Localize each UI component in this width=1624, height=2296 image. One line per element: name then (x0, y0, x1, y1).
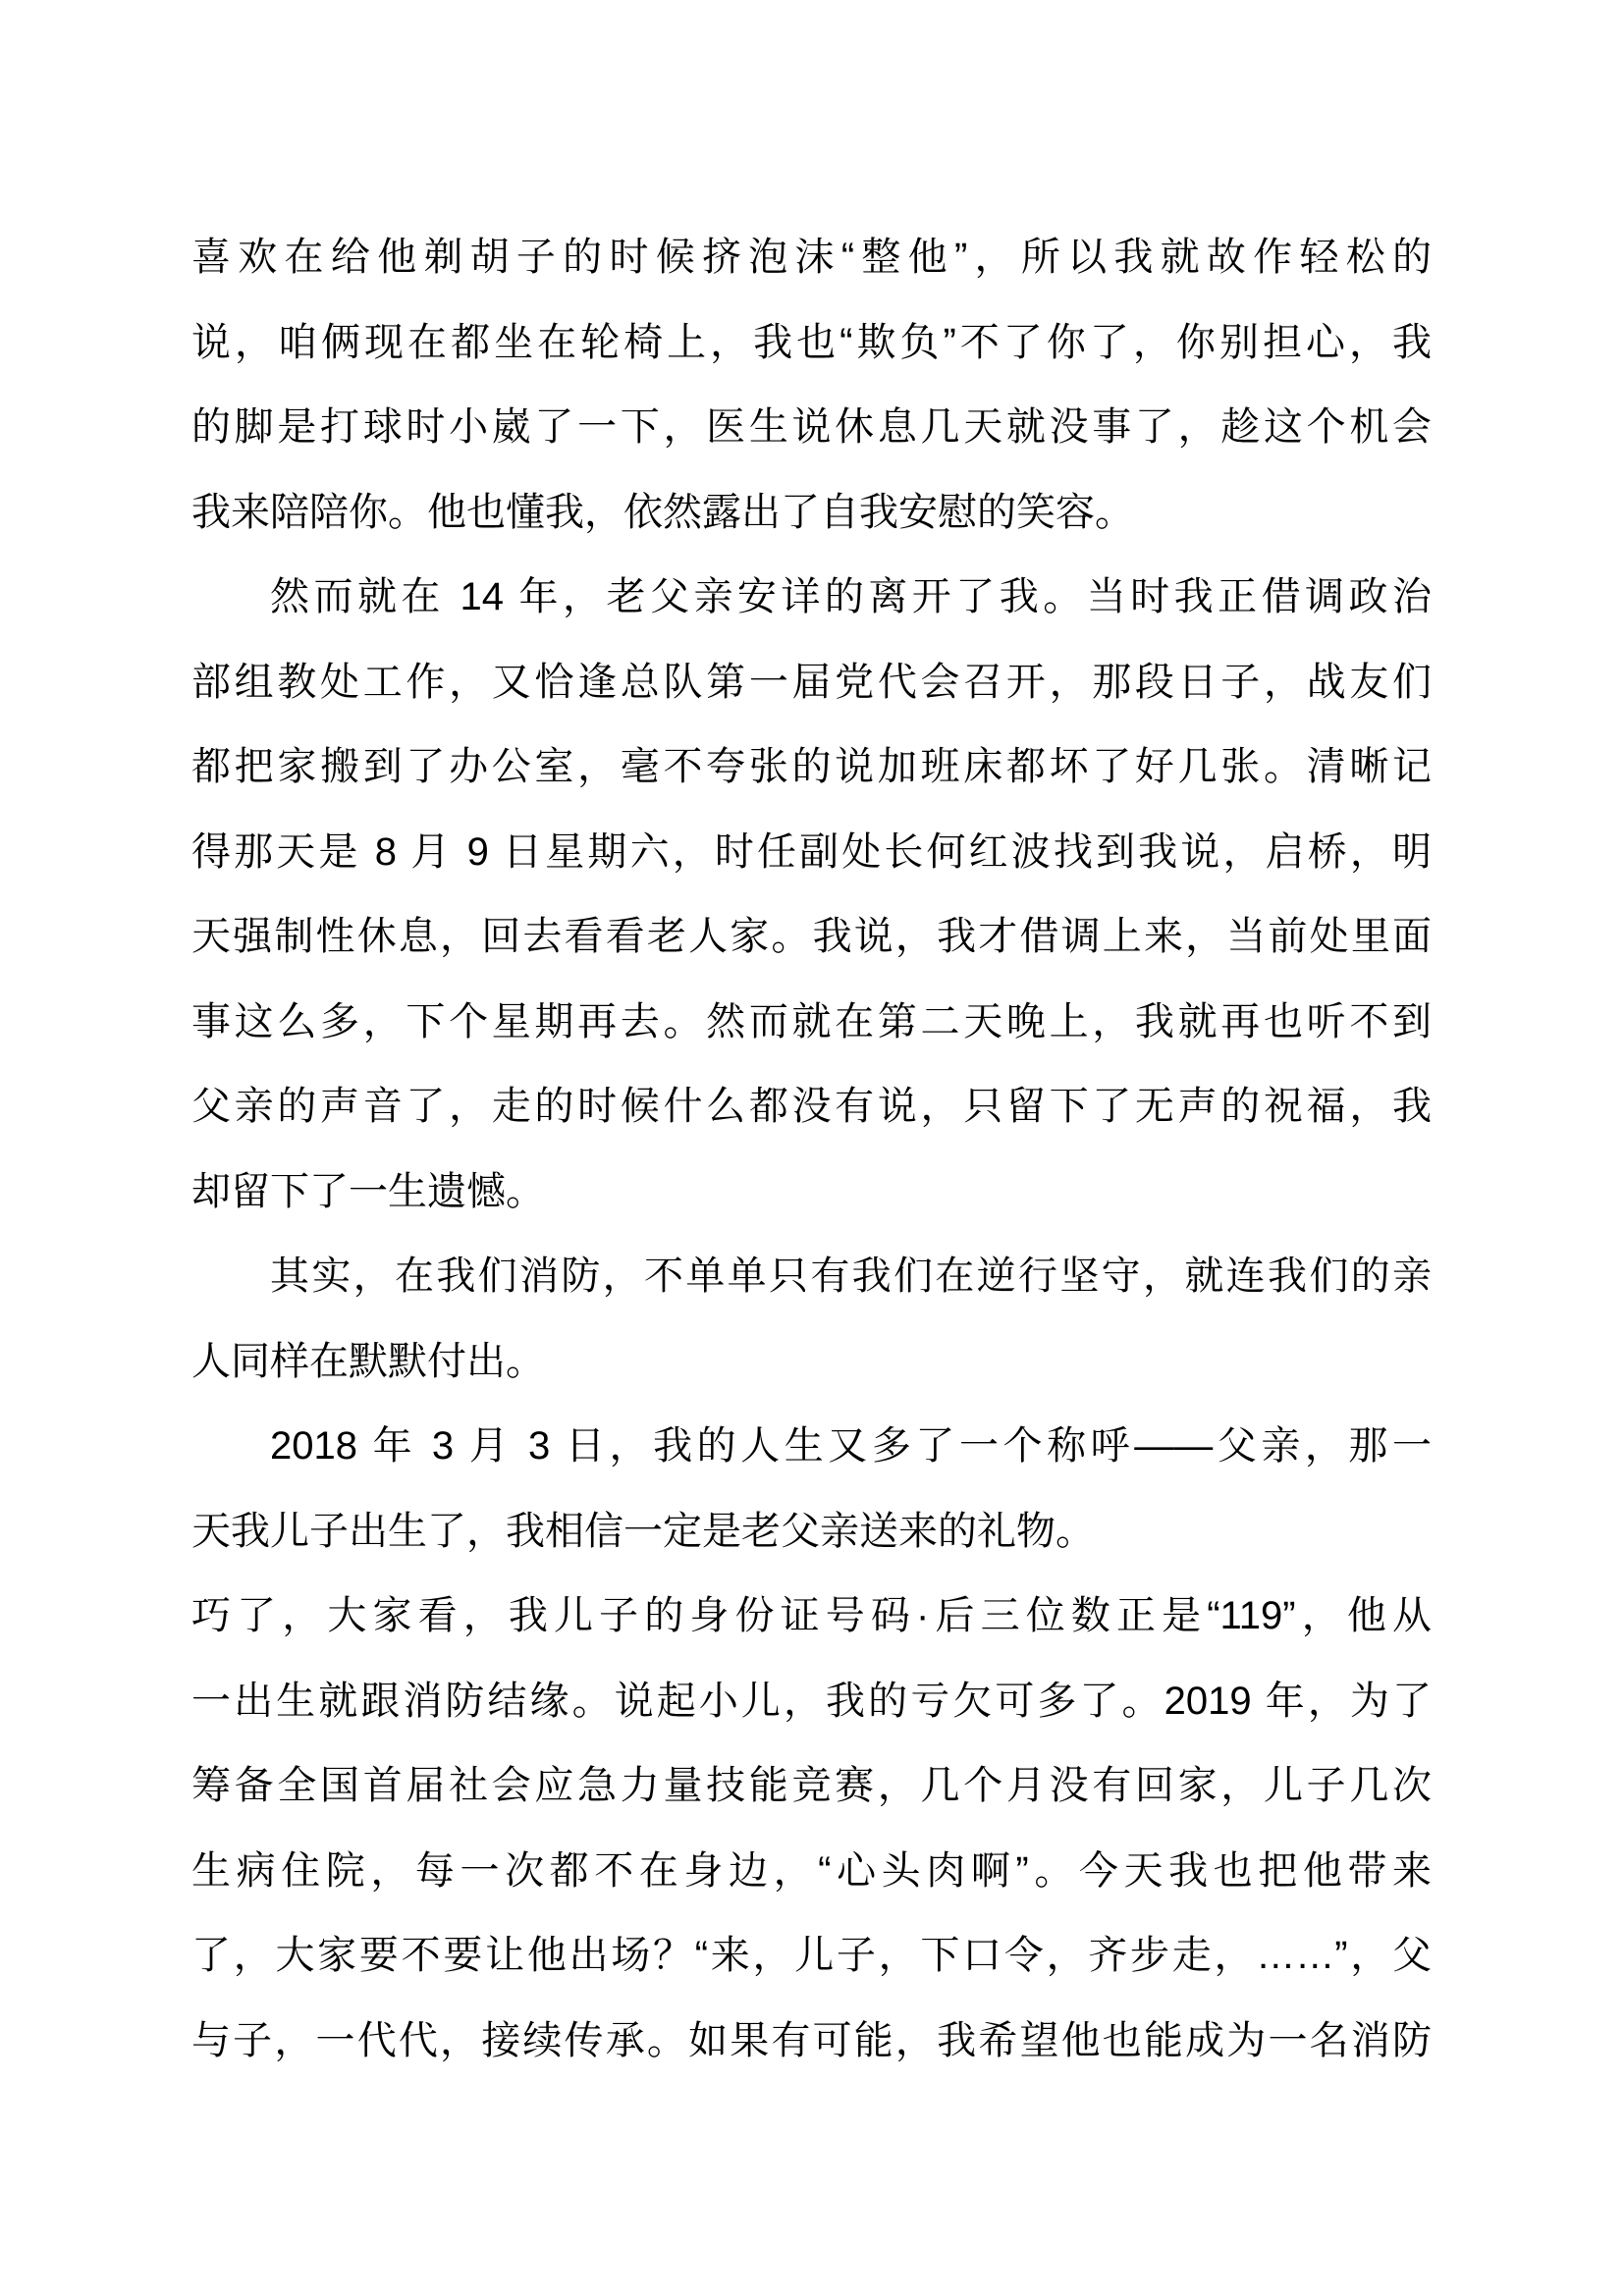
text-line: 人同样在默默付出。 (191, 1339, 545, 1383)
text-line: 喜欢在给他剃胡子的时候挤泡沫“整他”，所以我就故作轻松的 (191, 236, 1432, 279)
text-line: 然而就在 14 年，老父亲安详的离开了我。当时我正借调政治 (270, 575, 1432, 618)
text-line: 天我儿子出生了，我相信一定是老父亲送来的礼物。 (191, 1509, 1095, 1553)
paragraph (191, 215, 1432, 555)
text-line: 了，大家要不要让他出场？“来，儿子，下口令，齐步走，……”，父 (191, 1934, 1432, 1977)
text-line: 都把家搬到了办公室，毫不夸张的说加班床都坏了好几张。清晰记 (191, 745, 1432, 788)
text-line: 得那天是 8 月 9 日星期六，时任副处长何红波找到我说，启桥，明 (191, 829, 1432, 874)
text-line: 说，咱俩现在都坐在轮椅上，我也“欺负”不了你了，你别担心，我 (191, 320, 1432, 364)
text-line: 其实，在我们消防，不单单只有我们在逆行坚守，就连我们的亲 (270, 1255, 1432, 1298)
text-line: 部组教处工作，又恰逢总队第一届党代会召开，那段日子，战友们 (191, 660, 1432, 704)
paragraph (191, 555, 1432, 1234)
paragraph (191, 1574, 1432, 2083)
paragraph (191, 1234, 1432, 1404)
text-line: 天强制性休息，回去看看老人家。我说，我才借调上来，当前处里面 (191, 915, 1432, 958)
text-line: 却留下了一生遗憾。 (191, 1169, 545, 1213)
document-body (191, 215, 1432, 2083)
text-line: 一出生就跟消防结缘。说起小儿，我的亏欠可多了。2019 年，为了 (191, 1679, 1432, 1723)
text-line: 与子，一代代，接续传承。如果有可能，我希望他也能成为一名消防 (191, 2018, 1432, 2062)
text-line: 的脚是打球时小崴了一下，医生说休息几天就没事了，趁这个机会 (191, 405, 1432, 449)
text-line: 事这么多，下个星期再去。然而就在第二天晚上，我就再也听不到 (191, 999, 1432, 1043)
text-line: 筹备全国首届社会应急力量技能竞赛，几个月没有回家，儿子几次 (191, 1764, 1432, 1807)
text-line: 生病住院，每一次都不在身边，“心头肉啊”。今天我也把他带来 (191, 1848, 1432, 1893)
text-line: 2018 年 3 月 3 日，我的人生又多了一个称呼——父亲，那一 (270, 1424, 1432, 1468)
text-line: 巧了，大家看，我儿子的身份证号码·后三位数正是“119”，他从 (191, 1594, 1432, 1637)
paragraph (191, 1404, 1432, 1574)
text-line: 我来陪陪你。他也懂我，依然露出了自我安慰的笑容。 (191, 490, 1134, 534)
text-line: 父亲的声音了，走的时候什么都没有说，只留下了无声的祝福，我 (191, 1085, 1432, 1128)
